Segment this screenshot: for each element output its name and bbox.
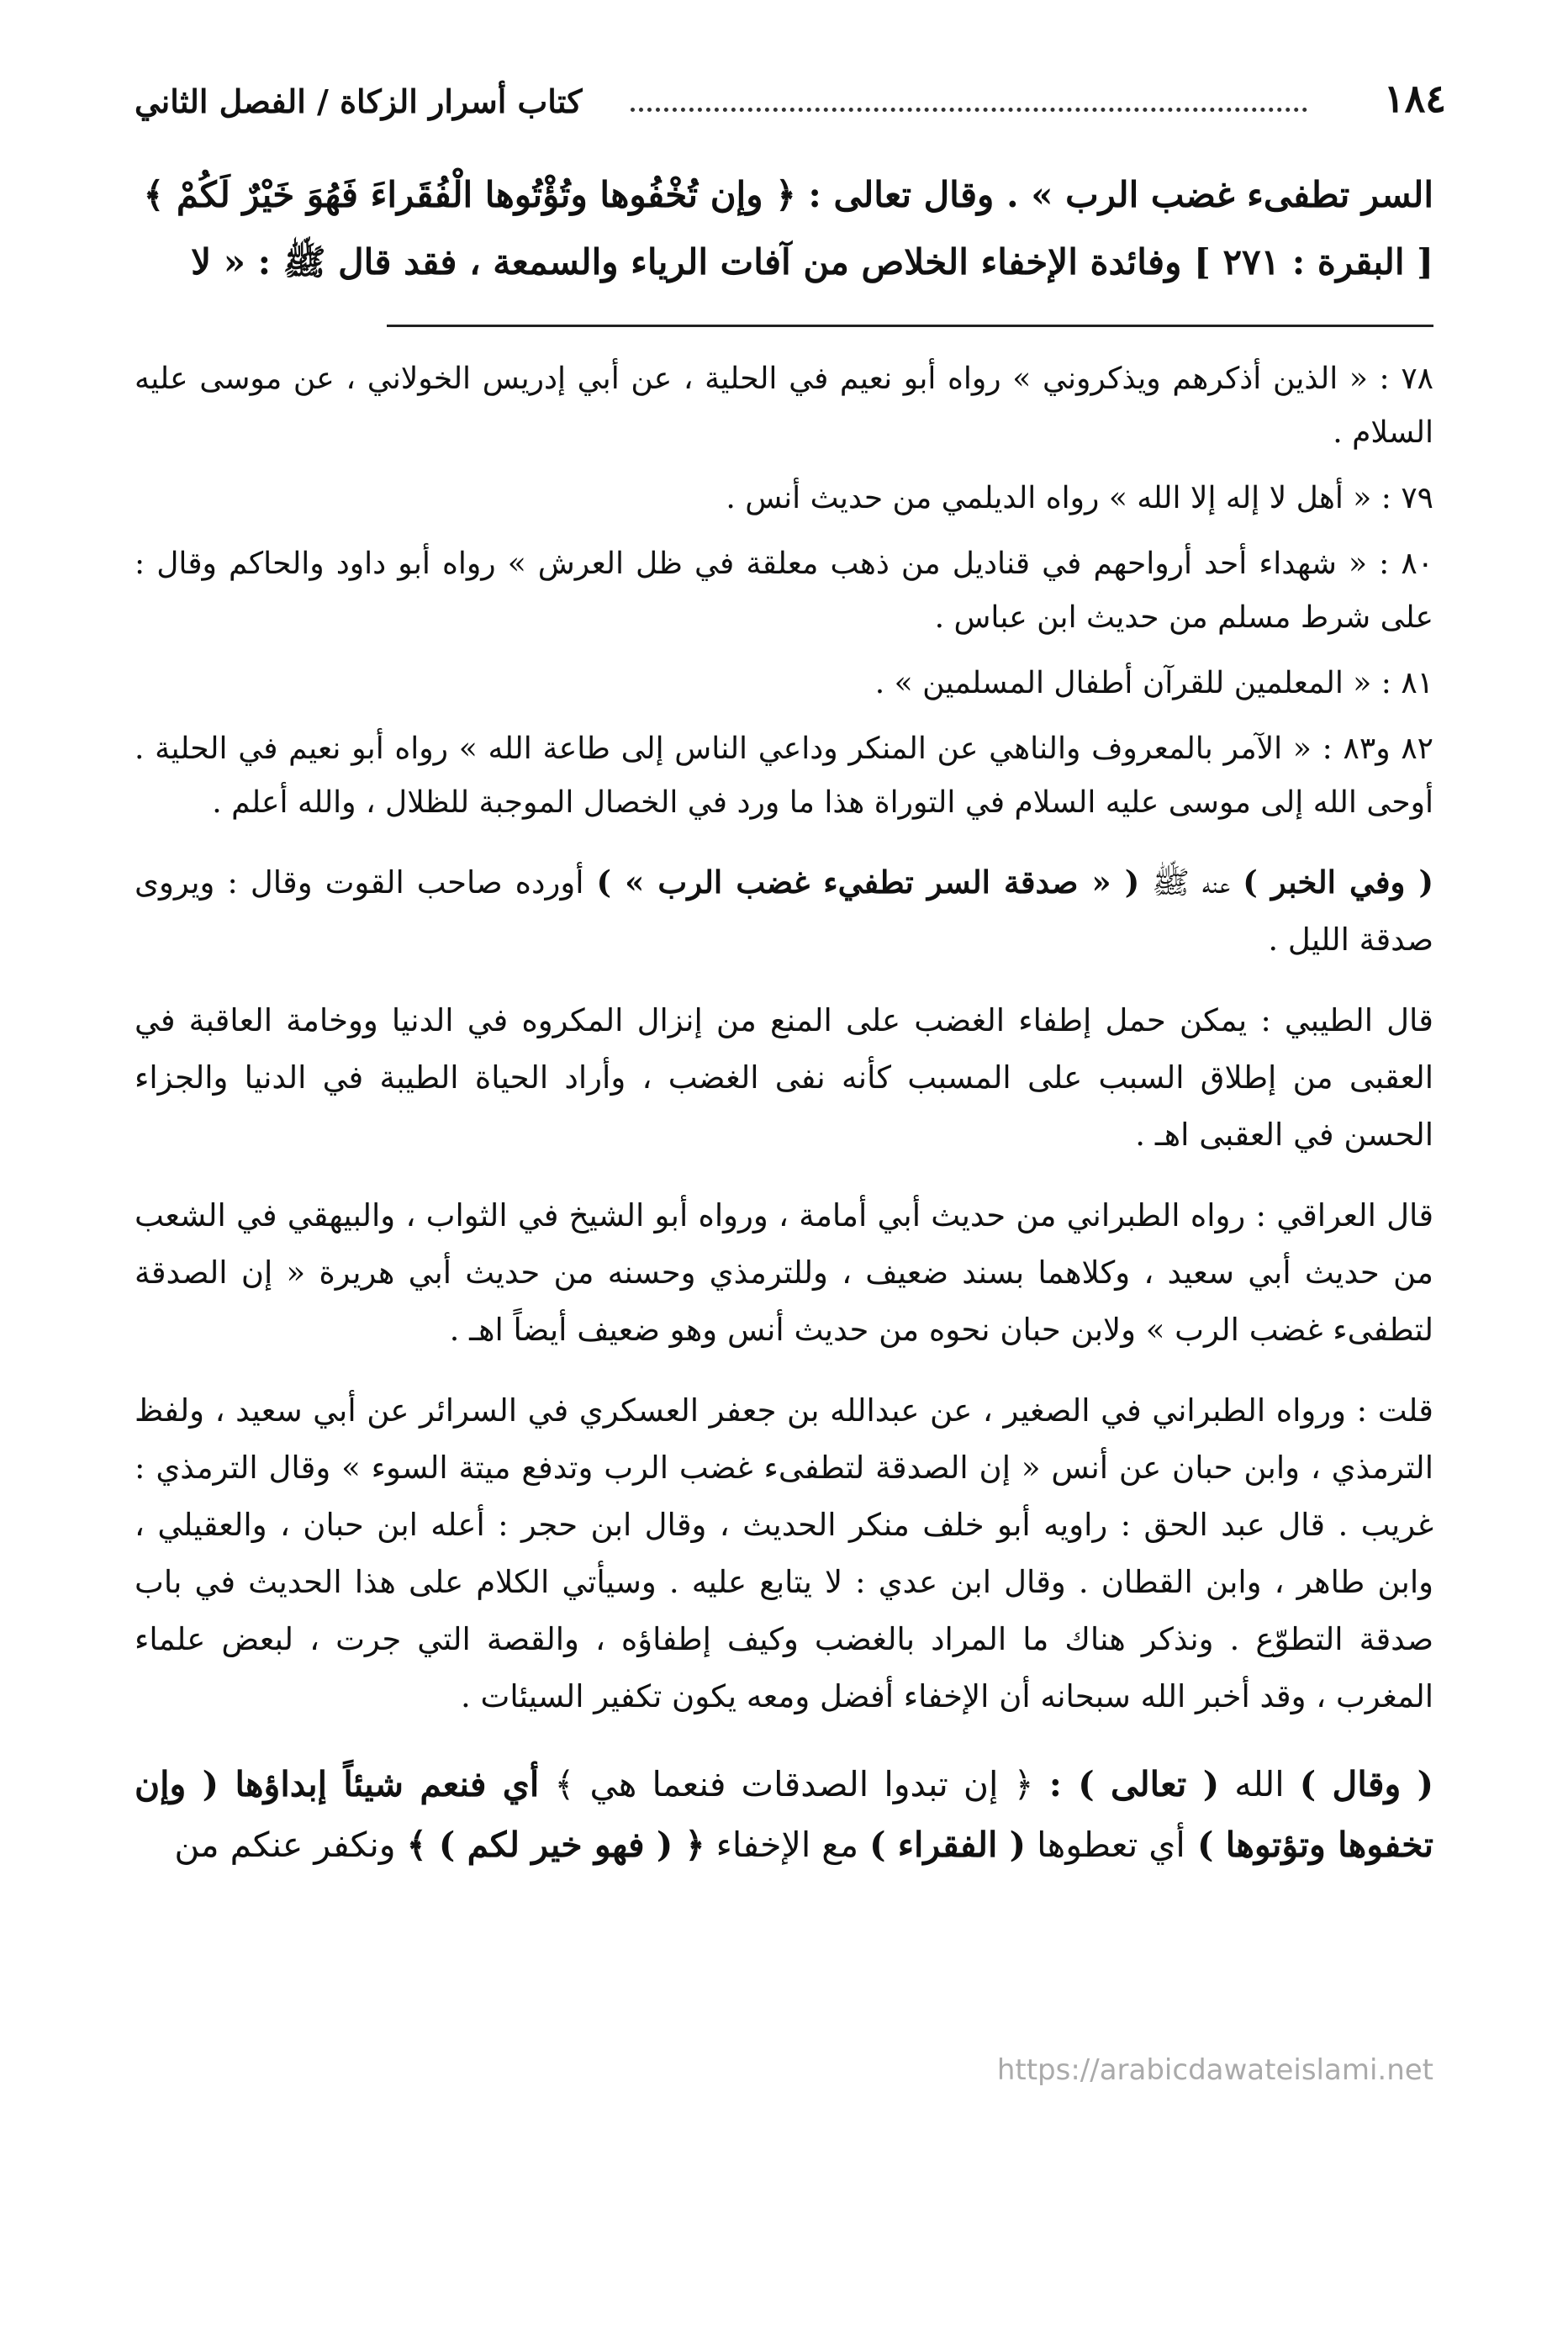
final-a: ( وقال ): [1299, 1764, 1434, 1804]
footnote-separator: [387, 325, 1433, 327]
khabar-rest: أورده صاحب القوت وقال : ويروى صدقة الليل .: [135, 864, 1433, 958]
final-b: الله: [1219, 1764, 1300, 1804]
final-j: ﴿ ( فهو خير لكم ) ﴾: [406, 1825, 705, 1865]
main-text-top: [135, 161, 1433, 296]
top-line-2: [ البقرة : ٢٧١ ] وفائدة الإخفاء الخلاص من آفات الرياء والسمعة ، فقد قال ﷺ : « لا: [191, 241, 1433, 283]
final-d: ﴿ إن تبدوا الصدقات فنعما هي ﴾: [539, 1764, 1049, 1804]
final-g: أي تعطوها: [1026, 1825, 1185, 1865]
footnotes: [135, 352, 1433, 830]
khabar-mid: عنه ﷺ: [1139, 864, 1243, 901]
final-h: ( الفقراء ): [869, 1825, 1027, 1865]
khabar-quote: ( « صدقة السر تطفيء غضب الرب » ): [596, 864, 1140, 901]
final-k: ونكفر عنكم من: [174, 1825, 407, 1865]
page-number: ١٨٤: [1383, 76, 1446, 121]
final-f: ( وإن تخفوها وتؤتوها ): [135, 1764, 1433, 1865]
watermark-url: https://arabicdawateislami.net: [996, 2053, 1433, 2087]
footnote-79: ٧٩ : « أهل لا إله إلا الله » رواه الديلمي من حديث أنس .: [726, 481, 1433, 515]
footnote-81: ٨١ : « المعلمين للقرآن أطفال المسلمين » .: [874, 666, 1433, 700]
final-c: ( تعالى ) :: [1048, 1764, 1220, 1804]
qultu-paragraph: قلت : ورواه الطبراني في الصغير ، عن عبدالله بن جعفر العسكري في السرائر عن أبي سعيد ، ولفظ الترمذي ، وابن حبان عن أنس « إن الصدقة لتطفىء غضب الرب وتدفع ميتة السوء » وقال الترمذي : غريب . قال عبد الحق : راويه أبو خلف منكر الحديث ، وقال ابن حجر : أعله ابن حبان ، والعقيلي ، وابن طاهر ، وابن القطان . وقال ابن عدي : لا يتابع عليه . وسيأتي الكلام على هذا الحديث في باب صدقة التطوّع . ونذكر هناك ما المراد بالغضب وكيف إطفاؤه ، والقصة التي جرت ، لبعض علماء المغرب ، وقد أخبر الله سبحانه أن الإخفاء أفضل ومعه يكون تكفير السيئات .: [135, 1392, 1433, 1714]
tibi-paragraph: قال الطيبي : يمكن حمل إطفاء الغضب على المنع من إنزال المكروه في الدنيا ووخامة العاقبة في العقبى من إطلاق السبب على المسبب كأنه نفى الغضب ، وأراد الحياة الطيبة في الدنيا والجزاء الحسن في العقبى اهـ .: [135, 1002, 1433, 1153]
top-line-1: السر تطفىء غضب الرب » . وقال تعالى : ﴿ وإن تُخْفُوها وتُؤْتُوها الْفُقَراءَ فَهُوَ خَيْرٌ لَكُمْ ﴾: [143, 174, 1433, 215]
iraqi-paragraph: قال العراقي : رواه الطبراني من حديث أبي أمامة ، ورواه أبو الشيخ في الثواب ، والبيهقي في الشعب من حديث أبي سعيد ، وكلاهما بسند ضعيف ، وللترمذي وحسنه من حديث أبي هريرة « إن الصدقة لتطفىء غضب الرب » ولابن حبان نحوه من حديث أنس وهو ضعيف أيضاً اهـ .: [135, 1197, 1433, 1348]
footnote-78: ٧٨ : « الذين أذكرهم ويذكروني » رواه أبو نعيم في الحلية ، عن أبي إدريس الخولاني ، عن موسى عليه السلام .: [135, 362, 1433, 450]
page-header: [135, 76, 1446, 135]
khabar-paragraph: [135, 853, 1433, 969]
khabar-lead: ( وفي الخبر ): [1243, 864, 1434, 901]
footnote-82-83: ٨٢ و٨٣ : « الآمر بالمعروف والناهي عن المنكر وداعي الناس إلى طاعة الله » رواه أبو نعيم في الحلية . أوحى الله إلى موسى عليه السلام في التوراة هذا ما ورد في الخصال الموجبة للظلال ، والله أعلم .: [135, 732, 1434, 820]
header-dots: [631, 108, 1307, 112]
final-paragraph: [135, 1754, 1433, 1875]
footnote-80: ٨٠ : « شهداء أحد أرواحهم في قناديل من ذهب معلقة في ظل العرش » رواه أبو داود والحاكم وقال : على شرط مسلم من حديث ابن عباس .: [135, 547, 1433, 635]
final-e: أي فنعم شيئاً إبداؤها: [235, 1764, 540, 1804]
final-i: مع الإخفاء: [705, 1825, 870, 1865]
running-title: كتاب أسرار الزكاة / الفصل الثاني: [135, 82, 583, 120]
book-page: [135, 76, 1446, 1875]
